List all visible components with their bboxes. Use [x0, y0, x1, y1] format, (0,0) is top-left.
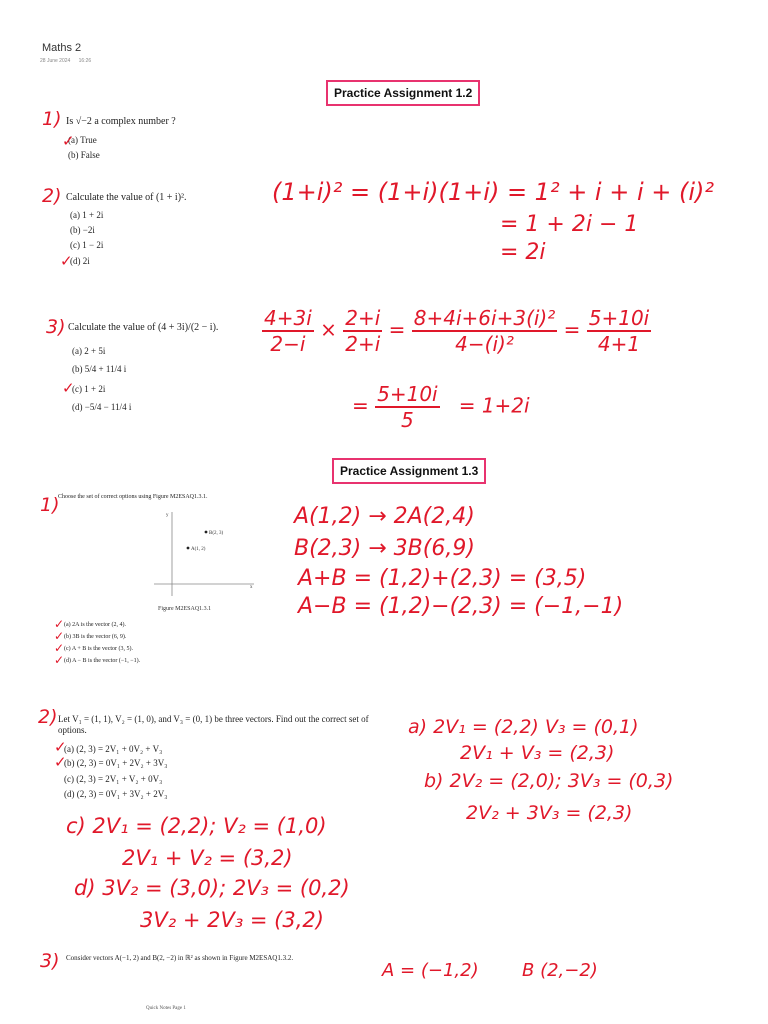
- check-mark-icon: ✓: [62, 132, 75, 150]
- section-heading-1-2: Practice Assignment 1.2: [326, 80, 480, 106]
- figure-caption: Figure M2ESAQ1.3.1: [158, 606, 212, 612]
- fraction: [343, 306, 382, 356]
- fraction: [375, 382, 440, 432]
- fraction: [262, 306, 314, 356]
- check-mark-icon: ✓: [54, 738, 67, 756]
- x-axis-label: x: [250, 585, 253, 590]
- check-mark-icon: ✓: [54, 629, 65, 643]
- fraction: [412, 306, 557, 356]
- s2-q2-work-left-1: c) 2V₁ = (2,2); V₂ = (1,0): [66, 814, 327, 838]
- q3-option-d: (d) −5/4 − 11/4 i: [72, 402, 132, 412]
- s2-q2-option-d: (d) (2, 3) = 0V₁ + 3V₂ + 2V₃: [64, 789, 168, 799]
- point-a-label: A(1, 2): [191, 547, 206, 552]
- times-sign: ×: [320, 317, 337, 342]
- s2-q3-number: 3): [40, 950, 60, 972]
- frac-top: 5+10i: [588, 306, 650, 330]
- q3-option-c: (c) 1 + 2i: [72, 384, 106, 394]
- q2-work-line-3: = 2i: [500, 240, 546, 265]
- check-mark-icon: ✓: [54, 653, 65, 667]
- q3-number: 3): [46, 316, 66, 338]
- page-title: Maths 2: [42, 42, 82, 54]
- q3-option-b: (b) 5/4 + 11/4 i: [72, 364, 127, 374]
- frac-top: 8+4i+6i+3(i)²: [413, 306, 556, 330]
- q1-text: Is √−2 a complex number ?: [66, 116, 176, 127]
- s2-q2-work-left-2: 2V₁ + V₂ = (3,2): [122, 846, 293, 870]
- s2-q2-option-b: (b) (2, 3) = 0V₁ + 2V₂ + 3V₃: [64, 758, 168, 768]
- date-text: 28 June 2024: [40, 58, 71, 64]
- s2-q1-work-2: B(2,3) → 3B(6,9): [294, 536, 475, 561]
- frac-bottom: 4−(i)²: [455, 332, 514, 356]
- equals-sign: =: [352, 393, 369, 418]
- q1-option-b: (b) False: [68, 150, 100, 160]
- q3-option-a: (a) 2 + 5i: [72, 346, 106, 356]
- frac-top: 2+i: [345, 306, 381, 330]
- s2-q1-option-c: (c) A + B is the vector (3, 5).: [64, 646, 134, 652]
- s2-q1-work-1: A(1,2) → 2A(2,4): [294, 504, 475, 529]
- s2-q3-work-b: B (2,−2): [522, 960, 598, 981]
- equals-sign: =: [388, 317, 406, 342]
- q2-number: 2): [42, 185, 62, 207]
- q3-result: = 1+2i: [458, 393, 530, 418]
- check-mark-icon: ✓: [60, 252, 73, 270]
- s2-q2-work-right-3: b) 2V₂ = (2,0); 3V₃ = (0,3): [424, 770, 674, 792]
- s2-q2-number: 2): [38, 706, 58, 728]
- s2-q1-option-d: (d) A − B is the vector (−1, −1).: [64, 658, 141, 664]
- s2-q1-number: 1): [40, 494, 60, 516]
- s2-q1-option-a: (a) 2A is the vector (2, 4).: [64, 622, 126, 628]
- q1-number: 1): [42, 108, 62, 130]
- frac-top: 5+10i: [377, 382, 438, 406]
- point-b-label: B(2, 3): [209, 531, 224, 536]
- check-mark-icon: ✓: [54, 641, 65, 655]
- q1-option-a: (a) True: [68, 135, 97, 145]
- s2-q2-work-right-4: 2V₂ + 3V₃ = (2,3): [466, 802, 633, 824]
- s2-q1-option-b: (b) 3B is the vector (6, 9).: [64, 634, 127, 640]
- s2-q2-text: Let V₁ = (1, 1), V₂ = (1, 0), and V₃ = (0, 1) be three vectors. Find out the correct set of options.: [58, 714, 369, 735]
- y-axis-label: y: [166, 513, 169, 518]
- s2-q3-text: Consider vectors A(−1, 2) and B(2, −2) in ℝ² as shown in Figure M2ESAQ1.3.2.: [66, 954, 294, 962]
- s2-q3-work-a: A = (−1,2): [382, 960, 479, 981]
- q2-work-line-2: = 1 + 2i − 1: [500, 212, 639, 237]
- s2-q2-option-c: (c) (2, 3) = 2V₁ + V₂ + 0V₃: [64, 774, 163, 784]
- s2-q2-work-left-3: d) 3V₂ = (3,0); 2V₃ = (0,2): [74, 876, 350, 900]
- section-heading-1-3: Practice Assignment 1.3: [332, 458, 486, 484]
- s2-q2-work-left-4: 3V₂ + 2V₃ = (3,2): [140, 908, 324, 932]
- vector-figure: [150, 508, 260, 614]
- time-text: 16:26: [78, 58, 92, 64]
- frac-top: 4+3i: [264, 306, 312, 330]
- s2-q1-work-3: A+B = (1,2)+(2,3) = (3,5): [298, 566, 587, 591]
- page-date: [40, 58, 91, 64]
- q3-work-row-1: [262, 306, 651, 356]
- page-footer: Quick Notes Page 1: [146, 1006, 186, 1011]
- q3-text: Calculate the value of (4 + 3i)/(2 − i).: [68, 322, 219, 333]
- fraction: [587, 306, 652, 356]
- check-mark-icon: ✓: [54, 617, 65, 631]
- q2-work-line-1: (1+i)² = (1+i)(1+i) = 1² + i + i + (i)²: [272, 178, 715, 206]
- q2-option-b: (b) −2i: [70, 225, 95, 235]
- s2-q2-option-a: (a) (2, 3) = 2V₁ + 0V₂ + V₃: [64, 744, 163, 754]
- check-mark-icon: ✓: [62, 379, 75, 397]
- s2-q1-text: Choose the set of correct options using Figure M2ESAQ1.3.1.: [58, 494, 208, 500]
- check-mark-icon: ✓: [54, 753, 67, 771]
- frac-bottom: 2−i: [270, 332, 306, 356]
- q2-option-a: (a) 1 + 2i: [70, 210, 104, 220]
- q2-option-d: (d) 2i: [70, 256, 90, 266]
- frac-bottom: 4+1: [597, 332, 641, 356]
- point-b: [205, 531, 208, 534]
- point-a: [187, 547, 190, 550]
- s2-q2-work-right-1: a) 2V₁ = (2,2) V₃ = (0,1): [408, 716, 639, 738]
- q2-option-c: (c) 1 − 2i: [70, 240, 104, 250]
- q2-text: Calculate the value of (1 + i)².: [66, 192, 187, 203]
- q3-work-row-2: [352, 382, 530, 432]
- frac-bottom: 2+i: [345, 332, 381, 356]
- equals-sign: =: [563, 317, 581, 342]
- frac-bottom: 5: [401, 408, 414, 432]
- s2-q2-work-right-2: 2V₁ + V₃ = (2,3): [460, 742, 615, 764]
- s2-q1-work-4: A−B = (1,2)−(2,3) = (−1,−1): [298, 594, 624, 619]
